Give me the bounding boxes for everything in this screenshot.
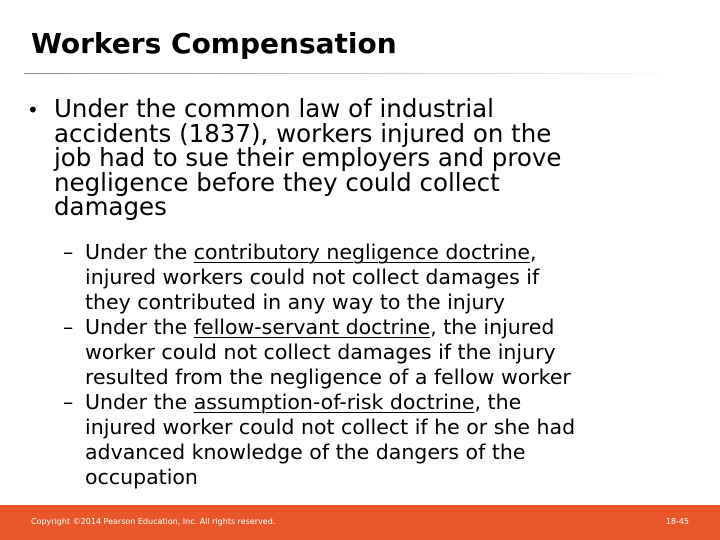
main-bullet [27,94,667,221]
sub-bullet-fellow-servant [63,315,683,390]
slide-title: Workers Compensation [31,27,397,60]
sub-bullet-line: injured workers could not collect damages if [85,265,540,289]
sub-bullet-line: worker could not collect damages if the injury [85,340,556,364]
sub-bullet-prefix: Under the [85,390,194,414]
sub-bullet-text [85,390,683,490]
sub-bullet-assumption-of-risk [63,390,683,490]
sub-bullet-list [63,240,683,490]
sub-bullet-line: they contributed in any way to the injury [85,290,506,314]
doctrine-term: contributory negligence doctrine [193,240,530,264]
title-divider [24,73,696,74]
sub-bullet-line: advanced knowledge of the dangers of the [85,440,526,464]
sub-bullet-text [85,315,683,390]
copyright-notice: Copyright ©2014 Pearson Education, Inc. All rights reserved. [31,517,276,526]
sub-bullet-contributory-negligence [63,240,683,315]
sub-bullet-suffix: , [529,240,537,264]
doctrine-term: assumption-of-risk doctrine [193,390,475,414]
main-bullet-line: Under the common law of industrial [54,94,494,123]
sub-bullet-dash: – [63,315,74,339]
sub-bullet-dash: – [63,240,74,264]
sub-bullet-dash: – [63,390,74,414]
sub-bullet-prefix: Under the [85,240,194,264]
page-number: 18-45 [665,517,689,526]
doctrine-term: fellow-servant doctrine [193,315,431,339]
main-bullet-line: accidents (1837), workers injured on the [54,118,552,148]
main-bullet-line: job had to sue their employers and prove [54,143,562,172]
sub-bullet-line: occupation [85,465,198,489]
sub-bullet-suffix: , the [474,390,522,414]
sub-bullet-line: injured worker could not collect if he or she had [85,415,576,439]
sub-bullet-line: resulted from the negligence of a fellow worker [85,365,571,389]
bullet-dot: • [27,98,39,122]
sub-bullet-text [85,240,683,315]
sub-bullet-suffix: , the injured [430,315,555,339]
sub-bullet-first-line [85,240,683,265]
sub-bullet-first-line [85,390,683,415]
sub-bullet-first-line [85,315,683,340]
sub-bullet-prefix: Under the [85,315,194,339]
main-bullet-line: negligence before they could collect [54,167,500,197]
main-bullet-text [54,94,667,221]
main-bullet-line: damages [54,192,167,221]
